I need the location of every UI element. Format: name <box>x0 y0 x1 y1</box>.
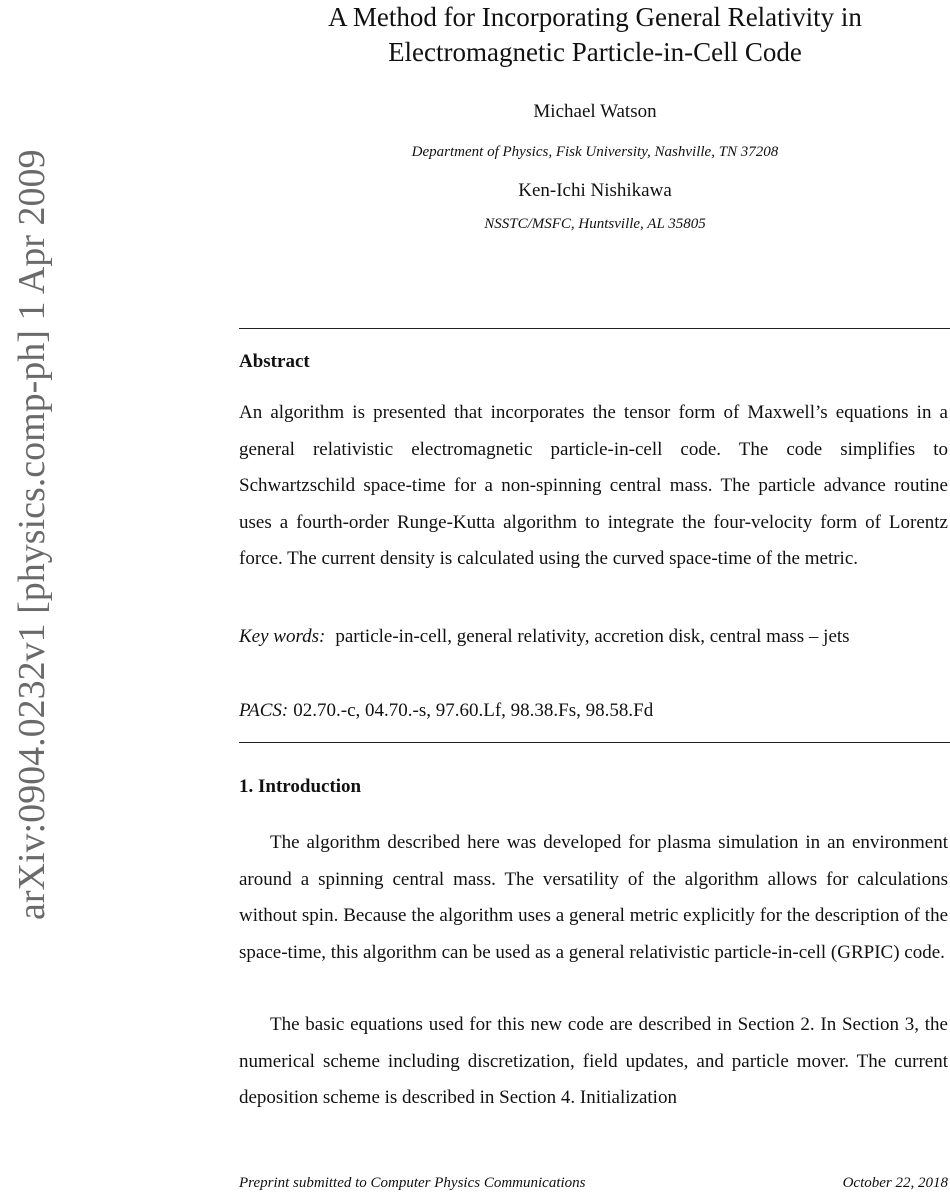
abstract-heading: Abstract <box>239 351 310 372</box>
intro-paragraph-1: The algorithm described here was developed for plasma simulation in an environment around a spinning central mass. The versatility of the algorithm allows for calculations without spin. Because the algorithm uses a general metric explicitly for the description of the space-time, this algorithm can be used as a general relativistic particle-in-cell (GRPIC) code. <box>239 832 948 963</box>
title-line-1: A Method for Incorporating General Relativity in <box>328 2 862 32</box>
pacs-codes: 02.70.-c, 04.70.-s, 97.60.Lf, 98.38.Fs, 98.58.Fd <box>293 700 654 721</box>
intro-paragraph-2: The basic equations used for this new code are described in Section 2. In Section 3, the numerical scheme including discretization, field updates, and particle mover. The current deposition scheme is described in Section 4. Initialization <box>239 1014 948 1108</box>
keywords <box>239 619 948 656</box>
page-footer <box>239 1175 948 1192</box>
paper-title <box>240 0 950 70</box>
author-2-affiliation: NSSTC/MSFC, Huntsville, AL 35805 <box>484 216 706 232</box>
abstract-bottom-rule <box>239 742 950 743</box>
pacs <box>239 693 948 730</box>
abstract-text: An algorithm is presented that incorporates the tensor form of Maxwell’s equations in a general relativistic electromagnetic particle-in-cell code. The code simplifies to Schwartzschild space-time for a non-spinning central mass. The particle advance routine uses a fourth-order Runge-Kutta algorithm to integrate the four-velocity form of Lorentz force. The current density is calculated using the curved space-time of the metric. <box>239 402 948 569</box>
author-1-name: Michael Watson <box>533 101 657 122</box>
pacs-label: PACS: <box>239 700 289 721</box>
keywords-list: particle-in-cell, general relativity, accretion disk, central mass – jets <box>335 626 850 647</box>
abstract-top-rule <box>239 328 950 329</box>
section-heading-introduction: 1. Introduction <box>239 776 362 797</box>
footer-date: October 22, 2018 <box>842 1175 948 1191</box>
footer-preprint-note: Preprint submitted to Computer Physics Communications <box>239 1175 586 1191</box>
author-2-name: Ken-Ichi Nishikawa <box>518 180 672 201</box>
keywords-label: Key words: <box>239 626 326 647</box>
author-1-affiliation: Department of Physics, Fisk University, Nashville, TN 37208 <box>411 144 779 160</box>
arxiv-identifier: arXiv:0904.0232v1 [physics.comp-ph] 1 Apr 2009 <box>11 149 53 920</box>
title-line-2: Electromagnetic Particle-in-Cell Code <box>388 37 802 67</box>
